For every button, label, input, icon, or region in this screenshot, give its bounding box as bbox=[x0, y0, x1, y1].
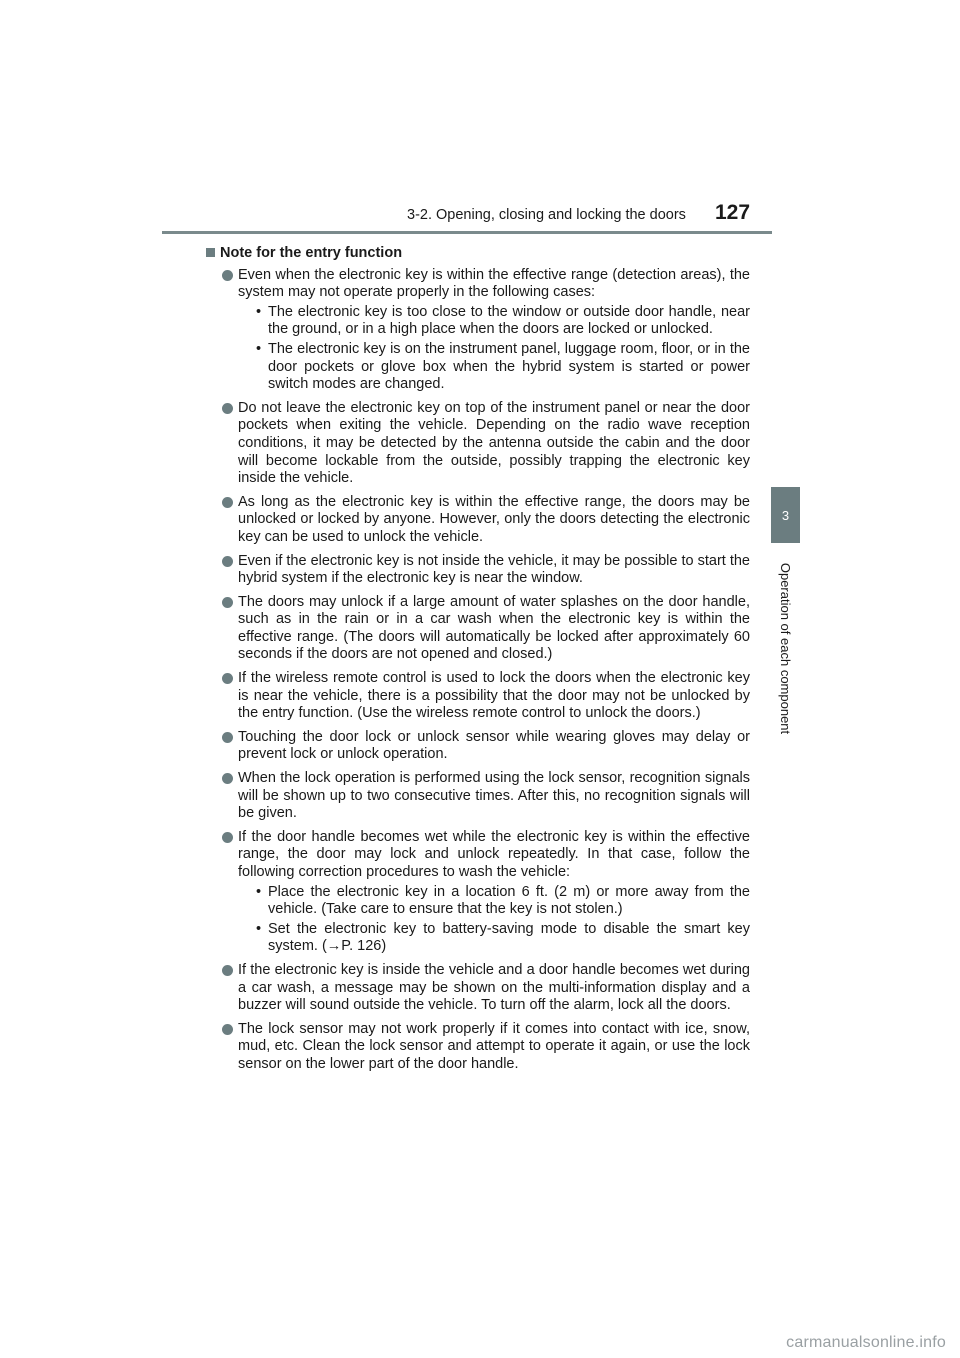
item-text: When the lock operation is performed using the lock sensor, recognition signals will be shown up to two consecutive times. After this, no recognition signals will be given. bbox=[238, 770, 750, 822]
circle-bullet-icon bbox=[222, 270, 233, 281]
note-section bbox=[222, 245, 750, 1080]
circle-bullet-icon bbox=[222, 497, 233, 508]
sub-item-text: The electronic key is on the instrument panel, luggage room, floor, or in the door pockets or glove box when the hybrid system is started or power switch modes are changed. bbox=[268, 340, 750, 393]
list-item bbox=[222, 670, 750, 723]
item-text: The lock sensor may not work properly if it comes into contact with ice, snow, mud, etc. Clean the lock sensor and attempt to operate it again, or use the lock sensor on the lower part of the door handle. bbox=[238, 1020, 750, 1072]
chapter-number: 3 bbox=[781, 507, 790, 523]
item-text: If the door handle becomes wet while the electronic key is within the effective range, the door may lock and unlock repeatedly. In that case, follow the following correction procedures to wash the vehicle: bbox=[238, 828, 750, 880]
circle-bullet-icon bbox=[222, 1024, 233, 1035]
sub-item-text: Place the electronic key in a location 6 ft. (2 m) or more away from the vehicle. (Take care to ensure that the key is not stolen.) bbox=[268, 883, 750, 918]
dot-bullet-icon: • bbox=[256, 920, 262, 937]
item-text: Even when the electronic key is within the effective range (detection areas), the system may not operate properly in the following cases: bbox=[238, 266, 750, 301]
dot-bullet-icon: • bbox=[256, 340, 262, 357]
section-title: 3-2. Opening, closing and locking the doors bbox=[407, 207, 686, 223]
circle-bullet-icon bbox=[222, 556, 233, 567]
circle-bullet-icon bbox=[222, 732, 233, 743]
chapter-title: Operation of each component bbox=[778, 562, 793, 734]
sub-item bbox=[238, 921, 750, 956]
circle-bullet-icon bbox=[222, 832, 233, 843]
list-item bbox=[222, 553, 750, 588]
sub-item bbox=[238, 341, 750, 394]
list-item bbox=[222, 1021, 750, 1074]
section-heading bbox=[206, 245, 750, 263]
list-item bbox=[222, 770, 750, 823]
sub-item bbox=[238, 304, 750, 339]
list-item bbox=[222, 494, 750, 547]
item-text: As long as the electronic key is within the effective range, the doors may be unlocked or locked by anyone. However, only the doors detecting the electronic key can be used to unlock the vehicle. bbox=[238, 493, 750, 545]
circle-bullet-icon bbox=[222, 597, 233, 608]
circle-bullet-icon bbox=[222, 965, 233, 976]
item-text: Do not leave the electronic key on top of the instrument panel or near the door pockets when exiting the vehicle. Depending on the radio wave reception conditions, it may be detected by the antenna outside the cabin and the door will become lockable from the outside, possibly trapping the electronic key inside the vehicle. bbox=[238, 399, 750, 487]
chapter-side-label bbox=[771, 548, 800, 748]
circle-bullet-icon bbox=[222, 773, 233, 784]
item-text: Even if the electronic key is not inside the vehicle, it may be possible to start the hybrid system if the electronic key is near the window. bbox=[238, 552, 750, 587]
circle-bullet-icon bbox=[222, 403, 233, 414]
item-text: If the wireless remote control is used to lock the doors when the electronic key is near the vehicle, there is a possibility that the door may not be unlocked by the entry function. (Use the wireless remote control to unlock the doors.) bbox=[238, 670, 750, 722]
header-divider bbox=[162, 231, 772, 234]
item-text: Touching the door lock or unlock sensor while wearing gloves may delay or prevent lock or unlock operation. bbox=[238, 728, 750, 763]
dot-bullet-icon: • bbox=[256, 303, 262, 320]
sub-item-text: Set the electronic key to battery-saving mode to disable the smart key system. (→P. 126) bbox=[268, 920, 750, 955]
list-item bbox=[222, 729, 750, 764]
list-item bbox=[222, 962, 750, 1015]
square-bullet-icon bbox=[206, 248, 215, 257]
chapter-tab bbox=[771, 487, 800, 543]
circle-bullet-icon bbox=[222, 673, 233, 684]
list-item bbox=[222, 267, 750, 394]
dot-bullet-icon: • bbox=[256, 883, 262, 900]
heading-text: Note for the entry function bbox=[220, 245, 403, 261]
item-text: The doors may unlock if a large amount of water splashes on the door handle, such as in the rain or in a car wash when the electronic key is within the effective range. (The doors will automatically be locked after approximately 60 seconds if the doors are not opened and closed.) bbox=[238, 593, 750, 663]
sub-item bbox=[238, 884, 750, 919]
footer-watermark: carmanualsonline.info bbox=[786, 1334, 946, 1351]
item-text: If the electronic key is inside the vehicle and a door handle becomes wet during a car wash, a message may be shown on the multi-information display and a buzzer will sound outside the vehicle. To turn off the alarm, lock all the doors. bbox=[238, 961, 750, 1014]
list-item bbox=[222, 594, 750, 664]
page-number: 127 bbox=[715, 201, 751, 224]
list-item bbox=[222, 829, 750, 956]
sub-item-text: The electronic key is too close to the window or outside door handle, near the ground, or in a high place when the doors are locked or unlocked. bbox=[268, 303, 750, 338]
list-item bbox=[222, 400, 750, 488]
